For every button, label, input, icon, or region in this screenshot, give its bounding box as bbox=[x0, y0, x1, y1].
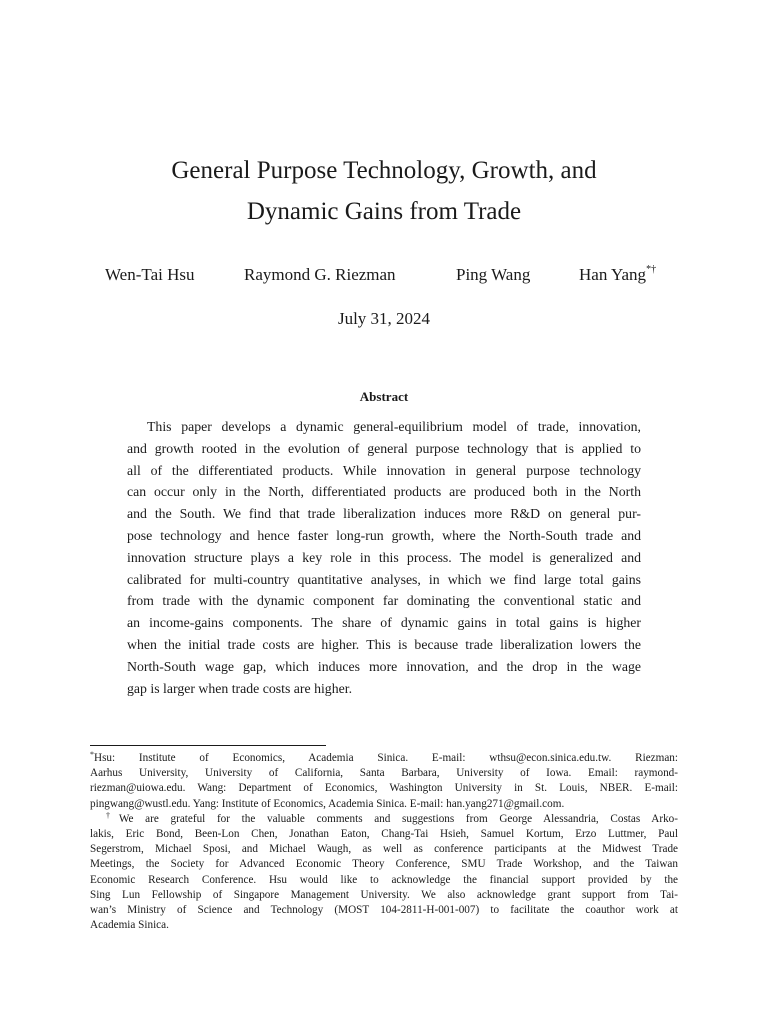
footnote-acknowledgements bbox=[90, 812, 678, 934]
abstract-heading: Abstract bbox=[359, 389, 409, 404]
abstract-line: an income-gains components. The share of dynamic gains in total gains is higher bbox=[127, 615, 641, 631]
abstract-line: when the initial trade costs are higher. This is because trade liberalization lowers the bbox=[127, 636, 641, 652]
footnote-line: lakis, Eric Bond, Been-Lon Chen, Jonathan Eaton, Chang-Tai Hsieh, Samuel Kortum, Erzo Luttmer, Paul bbox=[90, 828, 678, 841]
footnotes bbox=[90, 751, 678, 933]
footnote-line: Economic Research Conference. Hsu would like to acknowledge the financial support provided by the bbox=[90, 873, 678, 886]
paper-title bbox=[84, 150, 684, 232]
abstract-line: from trade with the dynamic component far dominating the conventional static and bbox=[127, 593, 641, 609]
abstract-line: can occur only in the North, differentiated products are produced both in the North bbox=[127, 484, 641, 500]
paper-date: July 31, 2024 bbox=[337, 309, 431, 328]
footnote-line: pingwang@wustl.edu. Yang: Institute of Economics, Academia Sinica. E-mail: han.yang271@gmail.com. bbox=[90, 797, 565, 810]
abstract-line: all of the differentiated products. While innovation in general purpose technology bbox=[127, 462, 641, 478]
footnote-line: †We are grateful for the valuable comments and suggestions from George Alessandria, Costas Arko- bbox=[106, 810, 678, 825]
abstract-line: gap is larger when trade costs are higher. bbox=[127, 680, 353, 696]
footnote-line: wan’s Ministry of Science and Technology (MOST 104-2811-H-001-007) to facilitate the coauthor work at bbox=[90, 904, 678, 917]
paper-title-line-1: General Purpose Technology, Growth, and bbox=[171, 157, 597, 184]
abstract-line: This paper develops a dynamic general-equilibrium model of trade, innovation, bbox=[147, 419, 641, 434]
author-name: Raymond G. Riezman bbox=[244, 265, 396, 284]
footnote-mark: * bbox=[90, 750, 94, 759]
abstract-line: and growth rooted in the evolution of general purpose technology that is applied to bbox=[127, 440, 641, 456]
footnote-line: Segerstrom, Michael Sposi, and Michael Waugh, as well as conference participants at the Midwest Trade bbox=[90, 843, 678, 856]
author-list bbox=[84, 265, 684, 291]
footnote-separator bbox=[90, 745, 326, 746]
footnote-line: Academia Sinica. bbox=[90, 919, 169, 932]
abstract-line: North-South wage gap, which induces more innovation, and the drop in the wage bbox=[127, 658, 641, 674]
abstract-line: pose technology and hence faster long-run growth, where the North-South trade and bbox=[127, 527, 641, 543]
abstract-line: and the South. We find that trade liberalization induces more R&D on general pur- bbox=[127, 506, 641, 522]
author-name: Ping Wang bbox=[456, 265, 531, 284]
footnote-line: riezman@uiowa.edu. Wang: Department of Economics, Washington University in St. Louis, NBER. E-mail: bbox=[90, 782, 678, 795]
author-name: Wen-Tai Hsu bbox=[105, 265, 195, 284]
footnote-mark: † bbox=[106, 810, 119, 820]
author-name: Han Yang*† bbox=[579, 264, 657, 284]
footnote-affiliations bbox=[90, 751, 678, 812]
footnote-line: Meetings, the Society for Advanced Economic Theory Conference, SMU Trade Workshop, and the Taiwan bbox=[90, 858, 678, 871]
abstract-line: calibrated for multi-country quantitative analyses, in which we find large total gains bbox=[127, 571, 641, 587]
footnote-line: Aarhus University, University of California, Santa Barbara, University of Iowa. Email: raymond- bbox=[90, 767, 678, 780]
footnote-marks: *† bbox=[646, 264, 657, 275]
footnote-line: *Hsu: Institute of Economics, Academia Sinica. E-mail: wthsu@econ.sinica.edu.tw. Riezman: bbox=[90, 750, 678, 764]
abstract-line: innovation structure plays a key role in this process. The model is generalized and bbox=[127, 549, 641, 565]
paper-title-line-2: Dynamic Gains from Trade bbox=[246, 198, 522, 225]
footnote-line: Sing Lun Fellowship of Singapore Management University. We also acknowledge grant support from Tai- bbox=[90, 888, 678, 901]
abstract-text bbox=[127, 416, 641, 699]
